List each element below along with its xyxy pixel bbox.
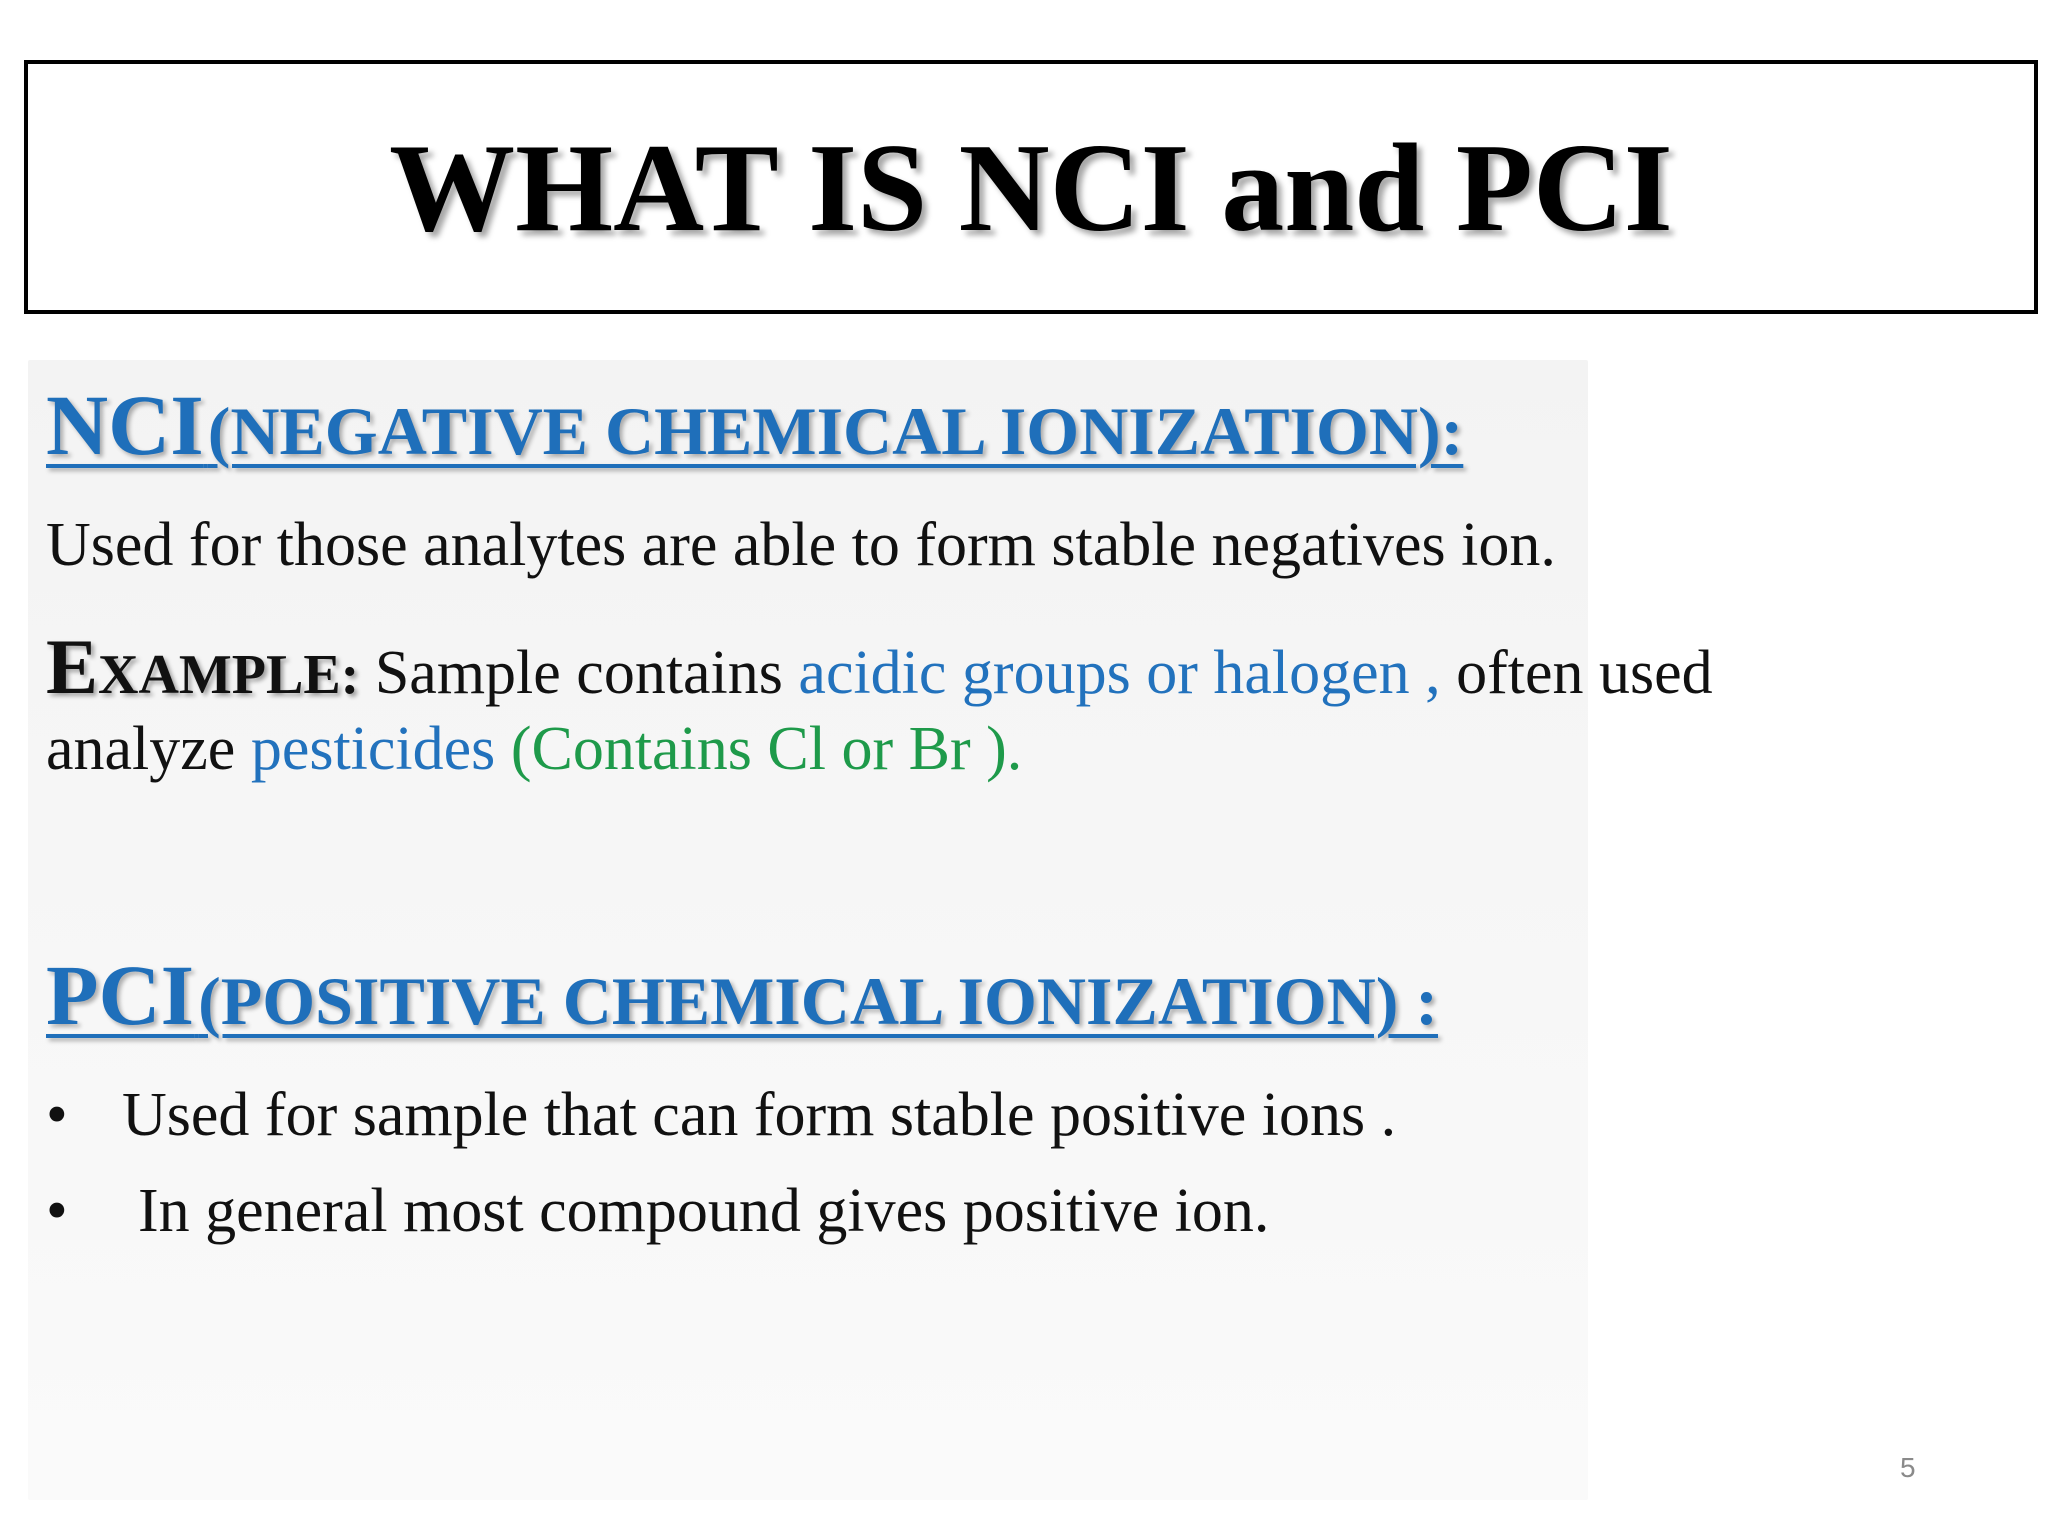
slide-title: WHAT IS NCI and PCI (389, 119, 1673, 258)
pci-heading (46, 945, 1438, 1045)
bullet-icon: • (46, 1177, 68, 1245)
nci-abbr: NCI (46, 377, 204, 473)
analyze-highlight: pesticides (250, 715, 496, 783)
pci-bullet-text: In general most compound gives positive ion. (138, 1177, 1270, 1245)
nci-full-name: (NEGATIVE CHEMICAL IONIZATION): (207, 393, 1464, 469)
nci-example-line (46, 623, 1713, 710)
page-number: 5 (1900, 1452, 1916, 1483)
title-box (24, 60, 2038, 314)
bullet-icon: • (46, 1081, 68, 1149)
pci-bullet-item (46, 1080, 1396, 1151)
example-text-1: Sample contains (359, 639, 799, 707)
pci-bullet-item (46, 1176, 1269, 1247)
nci-heading (46, 375, 1463, 475)
analyze-note: (Contains Cl or Br ). (495, 715, 1023, 783)
pci-full-name: (POSITIVE CHEMICAL IONIZATION) : (198, 963, 1439, 1039)
pci-abbr: PCI (46, 947, 195, 1043)
pci-bullet-text: Used for sample that can form stable positive ions . (122, 1081, 1397, 1149)
nci-analyze-line (46, 715, 1023, 783)
example-highlight: acidic groups or halogen , (798, 639, 1441, 707)
nci-description: Used for those analytes are able to form stable negatives ion. (46, 511, 1556, 579)
example-label (46, 623, 360, 710)
example-label-rest: XAMPLE: (98, 644, 360, 706)
analyze-text: analyze (46, 715, 251, 783)
example-label-initial: E (46, 623, 99, 710)
example-text-2: often used (1440, 639, 1713, 707)
